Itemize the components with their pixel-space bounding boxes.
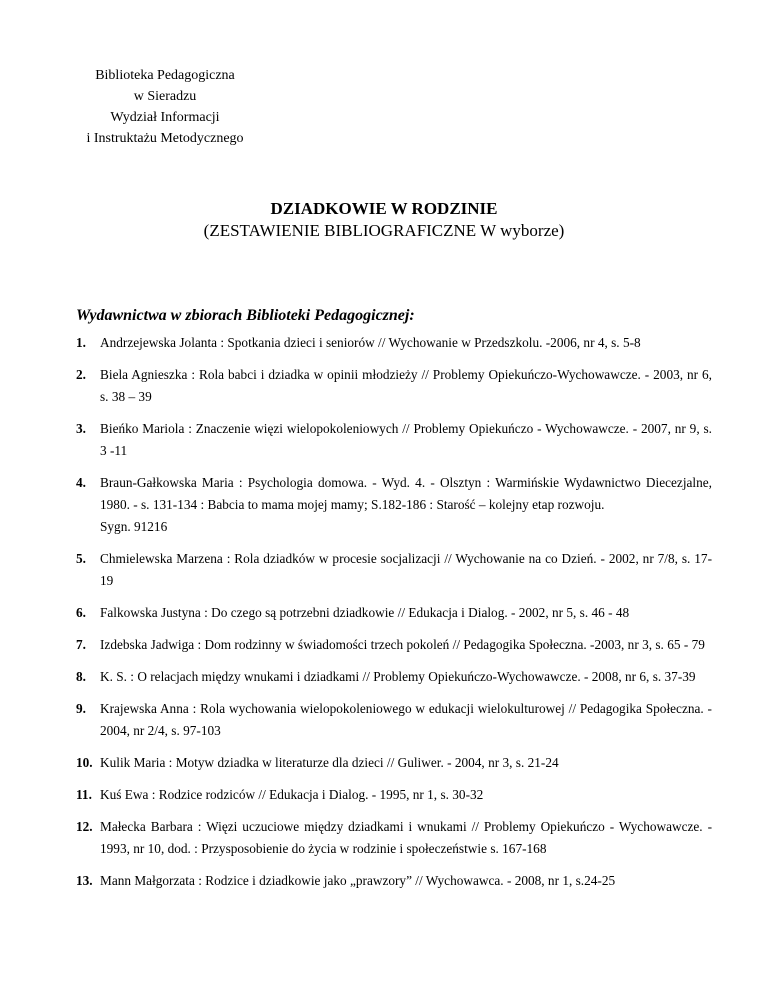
entry-number: 13. [76,873,93,888]
bibliography-entry [76,698,712,742]
bibliography-entry [76,666,712,688]
bibliography-entry [76,332,712,354]
header-line: Biblioteka Pedagogiczna [95,68,235,83]
bibliography-entry [76,418,712,462]
entry-text: K. S. : O relacjach między wnukami i dziadkami // Problemy Opiekuńczo-Wychowawcze. - 2008, nr 6, s. 37-39 [100,669,696,684]
entry-text: Chmielewska Marzena : Rola dziadków w procesie socjalizacji // Wychowanie na co Dzień. - 2002, nr 7/8, s. 17-19 [100,551,712,588]
entry-number: 11. [76,787,92,802]
entry-number: 7. [76,637,86,652]
entry-text: Kulik Maria : Motyw dziadka w literaturze dla dzieci // Guliwer. - 2004, nr 3, s. 21-24 [100,755,559,770]
bibliography-entry [76,634,712,656]
section-heading: Wydawnictwa w zbiorach Biblioteki Pedagogicznej: [76,307,415,324]
entry-number: 4. [76,475,86,490]
bibliography-entry [76,870,712,892]
entry-number: 5. [76,551,86,566]
entry-text: Kuś Ewa : Rodzice rodziców // Edukacja i Dialog. - 1995, nr 1, s. 30-32 [100,787,484,802]
entry-number: 9. [76,701,86,716]
entry-text: Izdebska Jadwiga : Dom rodzinny w świadomości trzech pokoleń // Pedagogika Społeczna. -2003, nr 3, s. 65 - 79 [100,637,705,652]
bibliography-entry [76,602,712,624]
entry-text: Bieńko Mariola : Znaczenie więzi wielopokoleniowych // Problemy Opiekuńczo - Wychowawcze. - 2007, nr 9, s. 3 -11 [100,421,712,458]
entry-number: 2. [76,367,86,382]
bibliography-entry [76,816,712,860]
header-line: Wydział Informacji [110,110,220,125]
entry-number: 1. [76,335,86,350]
document-title-block [0,198,768,242]
header-line: w Sieradzu [133,89,197,104]
bibliography-entry [76,752,712,774]
entry-number: 3. [76,421,86,436]
entry-number: 6. [76,605,86,620]
entry-number: 10. [76,755,93,770]
bibliography-entry [76,364,712,408]
entry-text: Andrzejewska Jolanta : Spotkania dzieci i seniorów // Wychowanie w Przedszkolu. -2006, nr 4, s. 5-8 [100,335,641,350]
entry-text: Krajewska Anna : Rola wychowania wielopokoleniowego w edukacji wielokulturowej // Pedagogika Społeczna. - 2004, nr 2/4, s. 97-103 [100,701,712,738]
entry-signature: Sygn. 91216 [100,519,168,534]
document-subtitle: (ZESTAWIENIE BIBLIOGRAFICZNE W wyborze) [203,221,565,240]
entry-text: Małecka Barbara : Więzi uczuciowe między dziadkami i wnukami // Problemy Opiekuńczo - Wychowawcze. - 1993, nr 10, dod. : Przysposobienie do życia w rodzinie i społeczeństwie s. 167-168 [100,819,712,856]
document-title: DZIADKOWIE W RODZINIE [270,199,498,218]
entry-text: Biela Agnieszka : Rola babci i dziadka w opinii młodzieży // Problemy Opiekuńczo-Wychowawcze. - 2003, nr 6, s. 38 – 39 [100,367,712,404]
entry-text: Braun-Gałkowska Maria : Psychologia domowa. - Wyd. 4. - Olsztyn : Warmińskie Wydawnictwo Diecezjalne, 1980. - s. 131-134 : Babcia to mama mojej mamy; S.182-186 : Starość – kolejny etap rozwoju. [100,475,712,512]
header-line: i Instruktażu Metodycznego [86,131,244,146]
bibliography-entry [76,472,712,538]
entry-text: Falkowska Justyna : Do czego są potrzebni dziadkowie // Edukacja i Dialog. - 2002, nr 5, s. 46 - 48 [100,605,630,620]
entry-number: 12. [76,819,93,834]
bibliography-entry [76,784,712,806]
bibliography-list [76,332,712,902]
bibliography-entry [76,548,712,592]
entry-number: 8. [76,669,86,684]
library-header [60,65,270,149]
entry-text: Mann Małgorzata : Rodzice i dziadkowie jako „prawzory” // Wychowawca. - 2008, nr 1, s.24-25 [100,873,616,888]
